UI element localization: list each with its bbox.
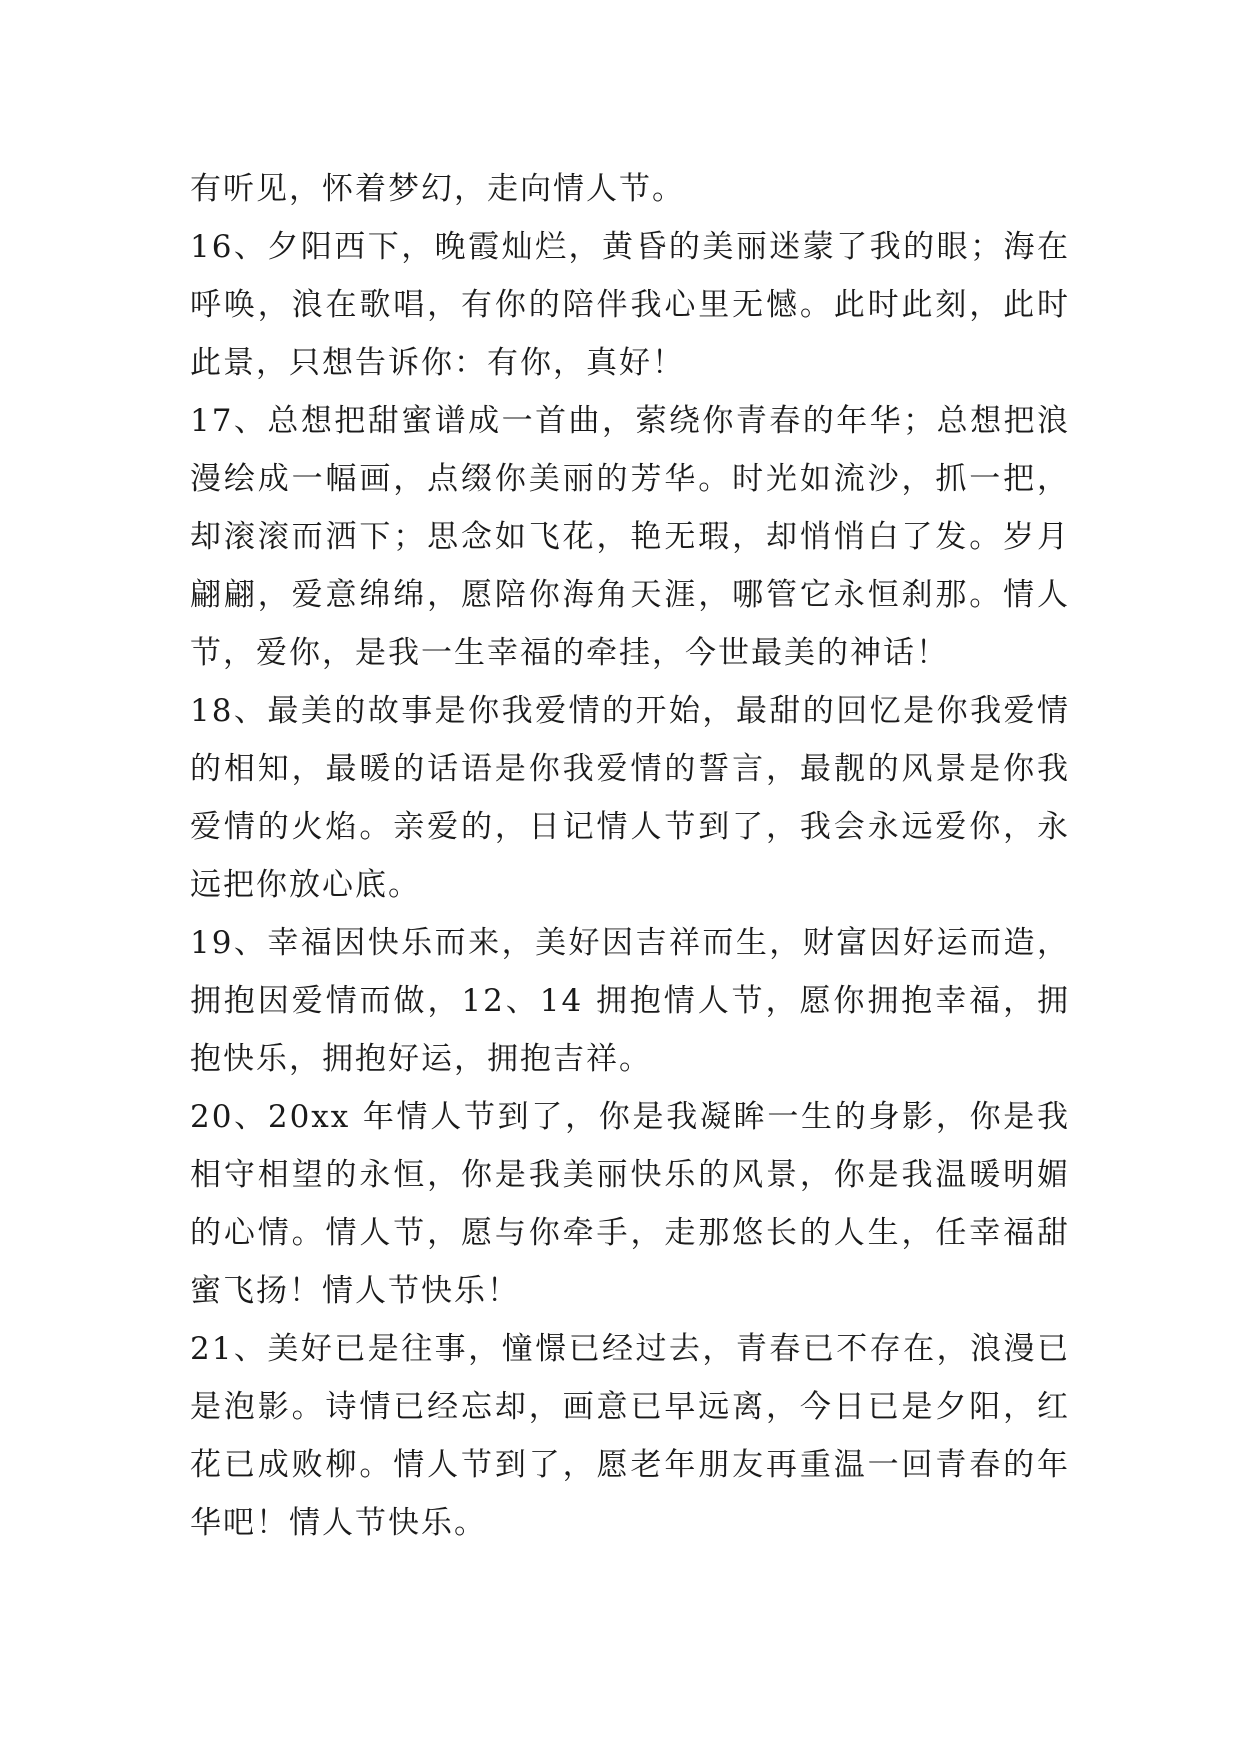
paragraph-continuation: 有听见，怀着梦幻，走向情人节。 [190,171,685,207]
document-body [190,160,1070,1552]
paragraph-18: 18、最美的故事是你我爱情的开始，最甜的回忆是你我爱情的相知，最暖的话语是你我爱情的誓言，最靓的风景是你我爱情的火焰。亲爱的，日记情人节到了，我会永远爱你，永远把你放心底。 [190,693,1070,903]
paragraph-20: 20、20xx 年情人节到了，你是我凝眸一生的身影，你是我相守相望的永恒，你是我美丽快乐的风景，你是我温暖明媚的心情。情人节，愿与你牵手，走那悠长的人生，任幸福甜蜜飞扬！情人节快乐！ [190,1099,1070,1309]
paragraph-21: 21、美好已是往事，憧憬已经过去，青春已不存在，浪漫已是泡影。诗情已经忘却，画意已早远离，今日已是夕阳，红花已成败柳。情人节到了，愿老年朋友再重温一回青春的年华吧！情人节快乐。 [190,1331,1070,1541]
paragraph-17: 17、总想把甜蜜谱成一首曲，萦绕你青春的年华；总想把浪漫绘成一幅画，点缀你美丽的芳华。时光如流沙，抓一把，却滚滚而洒下；思念如飞花，艳无瑕，却悄悄白了发。岁月翩翩，爱意绵绵，愿陪你海角天涯，哪管它永恒刹那。情人节，爱你，是我一生幸福的牵挂，今世最美的神话！ [190,403,1070,671]
paragraph-16: 16、夕阳西下，晚霞灿烂，黄昏的美丽迷蒙了我的眼；海在呼唤，浪在歌唱，有你的陪伴我心里无憾。此时此刻，此时此景，只想告诉你：有你，真好！ [190,229,1070,381]
paragraph-19: 19、幸福因快乐而来，美好因吉祥而生，财富因好运而造，拥抱因爱情而做，12、14 拥抱情人节，愿你拥抱幸福，拥抱快乐，拥抱好运，拥抱吉祥。 [190,925,1070,1077]
